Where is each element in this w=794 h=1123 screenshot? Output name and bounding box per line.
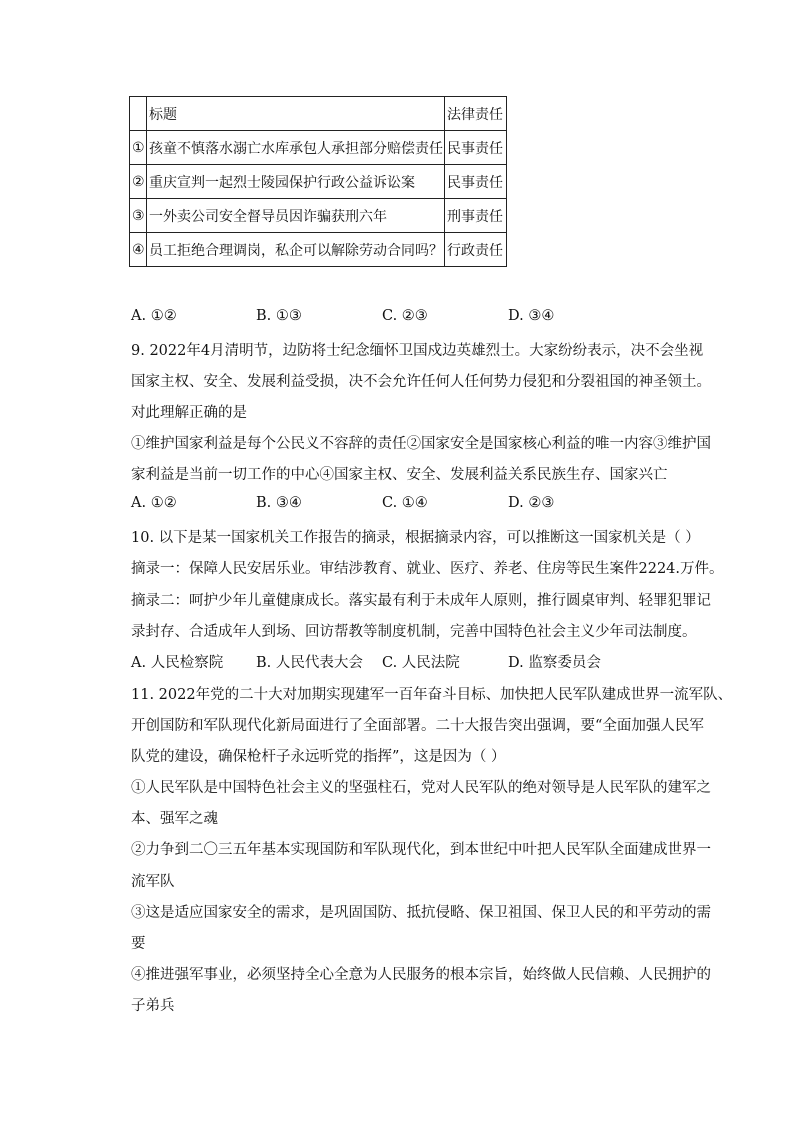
q10-stem-line: 摘录一：保障人民安居乐业。审结涉教育、就业、医疗、养老、住房等民生案件2224.万件。	[131, 561, 724, 577]
table-row	[130, 199, 507, 233]
table-row	[130, 165, 507, 199]
table-header-row	[130, 97, 507, 131]
q10-option-a: A. 人民检察院	[131, 655, 224, 671]
q8-option-a: A. ①②	[131, 308, 177, 324]
table-cell-index: ①	[130, 131, 147, 165]
table-cell-responsibility: 民事责任	[445, 165, 507, 199]
q8-option-d: D. ③④	[508, 308, 555, 324]
table-cell-responsibility: 刑事责任	[445, 199, 507, 233]
q10-option-c: C. 人民法院	[382, 655, 460, 671]
q11-statement-line: 要	[131, 936, 146, 952]
table-cell-title: 一外卖公司安全督导员因诈骗获刑六年	[147, 199, 445, 233]
table-row	[130, 131, 507, 165]
q11-statement-line: 子弟兵	[131, 998, 175, 1014]
q11-stem-line: 11. 2022年党的二十大对加期实现建军一百年奋斗目标、加快把人民军队建成世界一流军队、	[131, 687, 733, 703]
q9-option-c: C. ①④	[382, 495, 428, 511]
table-cell-index: ④	[130, 233, 147, 267]
q11-statement-line: ③这是适应国家安全的需求，是巩固国防、抵抗侵略、保卫祖国、保卫人民的和平劳动的需	[131, 905, 711, 921]
table-cell-title: 重庆宣判一起烈士陵园保护行政公益诉讼案	[147, 165, 445, 199]
q11-statement-line: 流军队	[131, 874, 175, 890]
q10-option-d: D. 监察委员会	[508, 655, 601, 671]
q8-option-b: B. ①③	[256, 308, 302, 324]
table-header-cell: 法律责任	[445, 97, 507, 131]
table-cell-title: 孩童不慎落水溺亡水库承包人承担部分赔偿责任	[147, 131, 445, 165]
table-cell-responsibility: 行政责任	[445, 233, 507, 267]
q9-stem-line: 9. 2022年4月清明节，边防将士纪念缅怀卫国戍边英雄烈士。大家纷纷表示，决不会坐视	[131, 343, 704, 359]
q11-stem-line: 队党的建设，确保枪杆子永远听党的指挥”，这是因为（ ）	[131, 749, 506, 765]
q11-stem-line: 开创国防和军队现代化新局面进行了全面部署。二十大报告突出强调，要“全面加强人民军	[131, 718, 704, 734]
table-cell-index: ②	[130, 165, 147, 199]
q11-statement-line: ④推进强军事业，必须坚持全心全意为人民服务的根本宗旨，始终做人民信赖、人民拥护的	[131, 967, 711, 983]
q10-stem-line: 摘录二：呵护少年儿童健康成长。落实最有利于未成年人原则，推行圆桌审判、轻罪犯罪记	[131, 593, 711, 609]
q9-stem-line: 对此理解正确的是	[131, 405, 247, 421]
table-cell-title: 员工拒绝合理调岗，私企可以解除劳动合同吗？	[147, 233, 445, 267]
table-cell-index: ③	[130, 199, 147, 233]
q10-stem-line: 录封存、合适成年人到场、回访帮教等制度机制，完善中国特色社会主义少年司法制度。	[131, 624, 697, 640]
q11-statement-line: 本、强军之魂	[131, 811, 218, 827]
q9-option-b: B. ③④	[256, 495, 302, 511]
q11-statement-line: ②力争到二〇三五年基本实现国防和军队现代化，到本世纪中叶把人民军队全面建成世界一	[131, 842, 711, 858]
q9-option-d: D. ②③	[508, 495, 555, 511]
question-table	[129, 96, 507, 267]
q11-statement-line: ①人民军队是中国特色社会主义的坚强柱石，党对人民军队的绝对领导是人民军队的建军之	[131, 780, 711, 796]
q10-stem-line: 10. 以下是某一国家机关工作报告的摘录，根据摘录内容，可以推断这一国家机关是（ ）	[131, 530, 700, 546]
q9-stem-line: ①维护国家利益是每个公民义不容辞的责任②国家安全是国家核心利益的唯一内容③维护国	[131, 436, 711, 452]
q9-stem-line: 家利益是当前一切工作的中心④国家主权、安全、发展利益关系民族生存、国家兴亡	[131, 467, 668, 483]
q8-option-c: C. ②③	[382, 308, 428, 324]
q10-option-b: B. 人民代表大会	[256, 655, 363, 671]
q9-option-a: A. ①②	[131, 495, 177, 511]
q9-stem-line: 国家主权、安全、发展利益受损，决不会允许任何人任何势力侵犯和分裂祖国的神圣领土。	[131, 374, 711, 390]
table-row	[130, 233, 507, 267]
table-header-cell	[130, 97, 147, 131]
table-cell-responsibility: 民事责任	[445, 131, 507, 165]
table-header-cell: 标题	[147, 97, 445, 131]
